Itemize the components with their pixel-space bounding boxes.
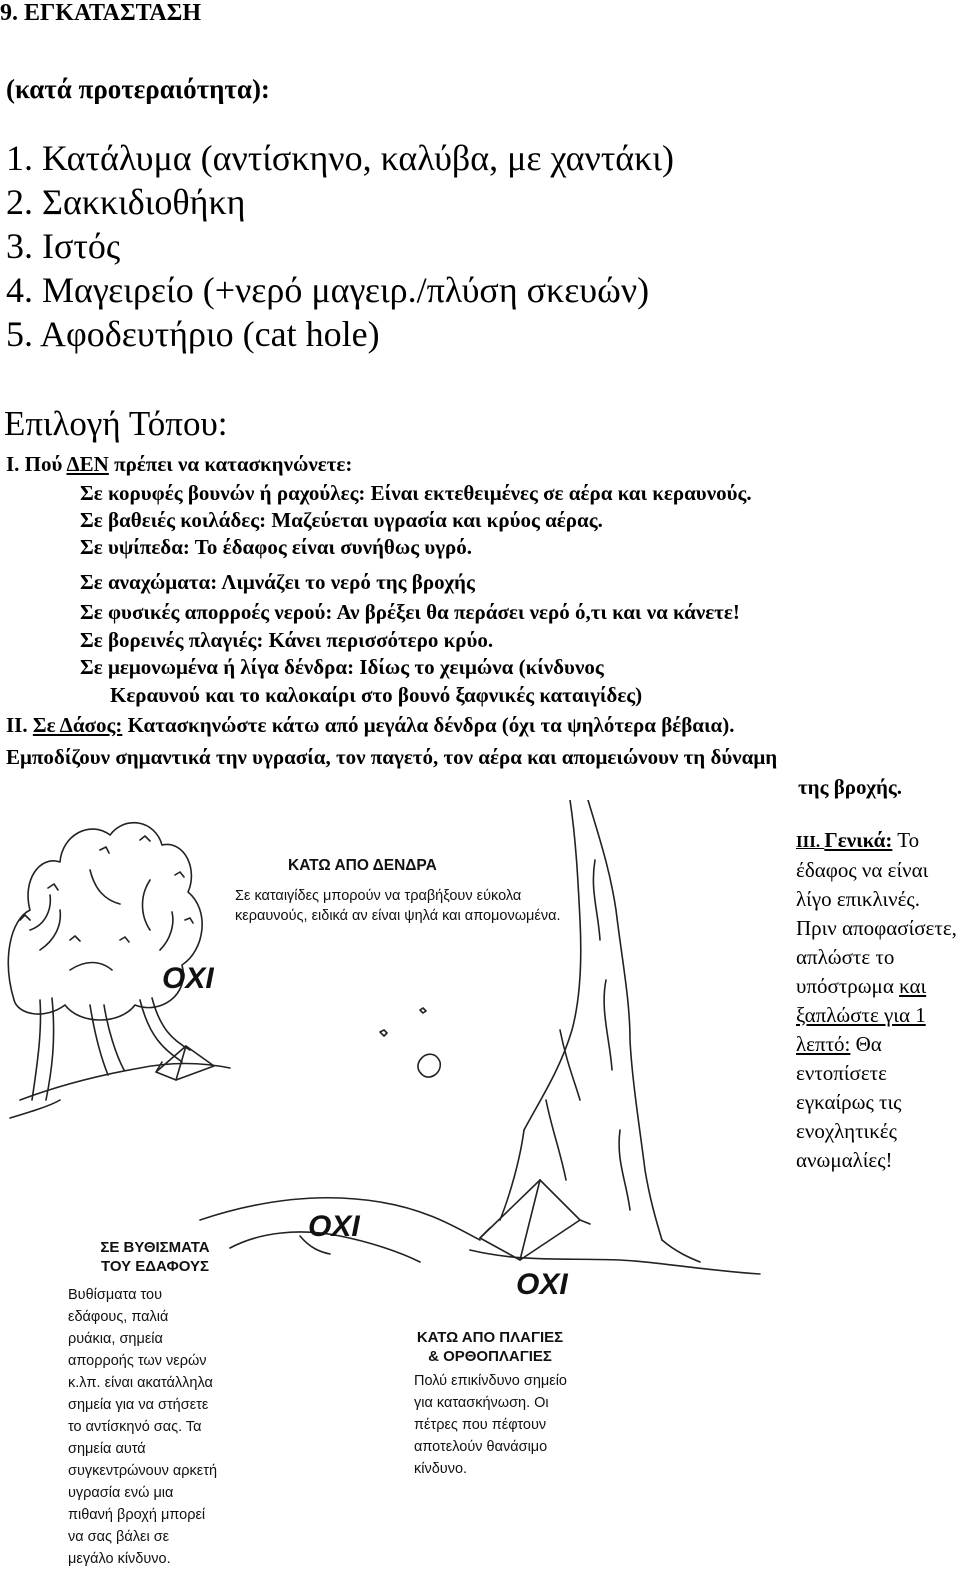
section-1-item: Σε φυσικές απορροές νερού: Αν βρέξει θα περάσει νερό ό,τι και να κάνετε! <box>80 600 740 624</box>
priority-item-2: 2. Σακκιδιοθήκη <box>6 182 246 222</box>
section-1-item: Σε υψίπεδα: Το έδαφος είναι συνήθως υγρό. <box>80 535 473 559</box>
priority-item-1: 1. Κατάλυμα (αντίσκηνο, καλύβα, με χαντάκι) <box>6 138 674 178</box>
section-2-line-1: II. Σε Δάσος: Κατασκηνώστε κάτω από μεγάλα δένδρα (όχι τα ψηλότερα βέβαια). <box>6 713 735 737</box>
priority-item-5: 5. Αφοδευτήριο (cat hole) <box>6 314 380 354</box>
no-label: ΟΧΙ <box>308 1210 360 1243</box>
hollows-caption-title: ΣΕ ΒΥΘΙΣΜΑΤΑ ΤΟΥ ΕΔΑΦΟΥΣ <box>100 1239 210 1275</box>
priority-item-3: 3. Ιστός <box>6 226 121 266</box>
section-1-item: Κεραυνού και το καλοκαίρι στο βουνό ξαφνικές καταιγίδες) <box>110 683 643 707</box>
site-selection-title: Επιλογή Τόπου: <box>4 404 228 443</box>
heading: 9. ΕΓΚΑΤΑΣΤΑΣΗ <box>0 0 202 26</box>
section-1-item: Σε βαθειές κοιλάδες: Μαζεύεται υγρασία και κρύος αέρας. <box>80 508 603 532</box>
section-1-item: Σε αναχώματα: Λιμνάζει το νερό της βροχής <box>80 570 475 594</box>
no-label: ΟΧΙ <box>516 1268 568 1301</box>
section-3-text: III. Γενικά: Το έδαφος να είναι λίγο επικλινές. Πριν αποφασίσετε, απλώστε το υπόστρωμα και ξαπλώστε για 1 λεπτό: Θα εντοπίσετε εγκαίρως τις ενοχλητικές ανωμαλίες! <box>796 828 957 1172</box>
campsite-illustration <box>0 800 790 1567</box>
section-1-heading: I. Πού ΔΕΝ πρέπει να κατασκηνώνετε: <box>6 452 353 476</box>
section-1-item: Σε κορυφές βουνών ή ραχούλες: Είναι εκτεθειμένες σε αέρα και κεραυνούς. <box>80 481 752 505</box>
priority-item-4: 4. Μαγειρείο (+νερό μαγειρ./πλύση σκευών) <box>6 270 650 310</box>
section-1-item: Σε βορεινές πλαγιές: Κάνει περισσότερο κρύο. <box>80 628 494 652</box>
section-1-item: Σε μεμονωμένα ή λίγα δένδρα: Ιδίως το χειμώνα (κίνδυνος <box>80 655 604 679</box>
subheading: (κατά προτεραιότητα): <box>6 74 270 104</box>
section-2-line-2: Εμποδίζουν σημαντικά την υγρασία, τον παγετό, τον αέρα και απομειώνουν τη δύναμη <box>6 745 778 769</box>
slopes-caption-text: Πολύ επικίνδυνο σημείο για κατασκήνωση. Οι πέτρες που πέφτουν αποτελούν θανάσιμο κίνδυνο. <box>414 1373 567 1477</box>
no-label: ΟΧΙ <box>162 962 214 995</box>
trees-caption-line: Σε καταιγίδες μπορούν να τραβήξουν εύκολα <box>235 888 522 904</box>
slopes-caption-title: ΚΑΤΩ ΑΠΟ ΠΛΑΓΙΕΣ & ΟΡΘΟΠΛΑΓΙΕΣ <box>416 1329 564 1365</box>
hollows-caption-text: Βυθίσματα του εδάφους, παλιά ρυάκια, σημεία απορροής των νερών κ.λπ. είναι ακατάλληλα σημεία για να στήσετε το αντίσκηνό σας. Τα σημεία αυτά συγκεντρώνουν αρκετή υγρασία ενώ μια πιθανή βροχή μπορεί να σας βάλει σε μεγάλο κίνδυνο. <box>68 1287 218 1567</box>
trees-caption-title: ΚΑΤΩ ΑΠΟ ΔΕΝΔΡΑ <box>288 857 437 874</box>
trees-caption-line: κεραυνούς, ειδικά αν είναι ψηλά και απομονωμένα. <box>235 908 561 924</box>
section-2-line-3: της βροχής. <box>798 775 902 799</box>
